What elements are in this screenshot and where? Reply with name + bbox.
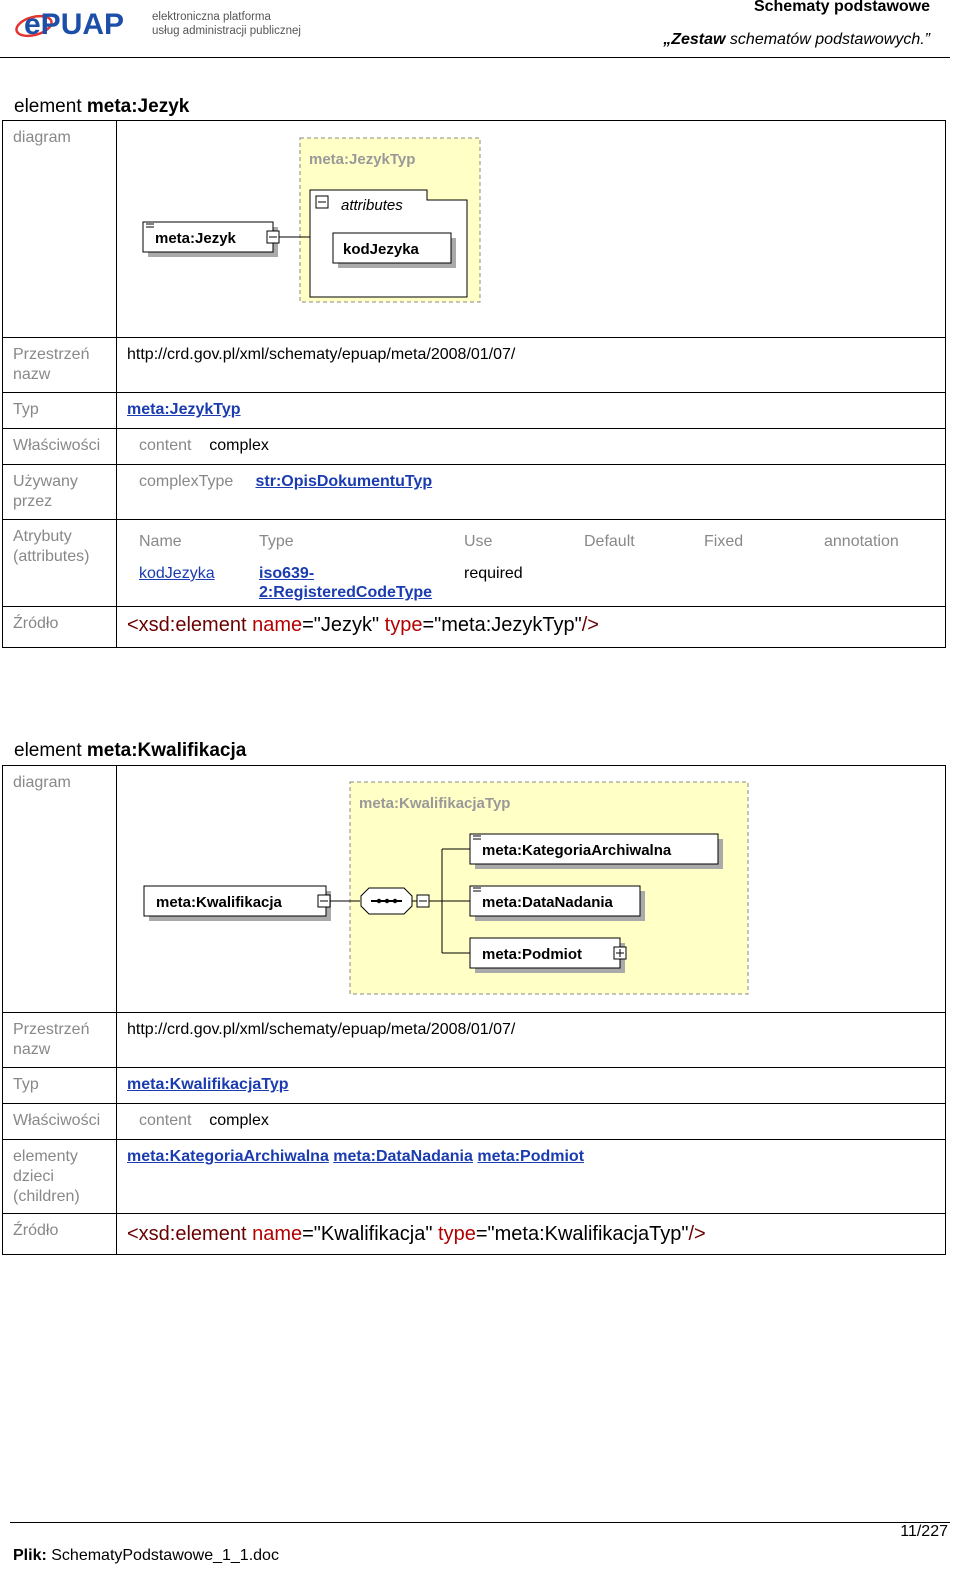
diagram-attr-item: kodJezyka	[343, 241, 419, 258]
props-key: content	[139, 1112, 192, 1129]
attr-header-type: Type	[259, 533, 294, 550]
namespace-value: http://crd.gov.pl/xml/schematy/epuap/meta/2008/01/07/	[117, 1013, 946, 1068]
footer-file: Plik: SchematyPodstawowe_1_1.doc	[13, 1547, 279, 1564]
label-attributes: Atrybuty (attributes)	[3, 520, 117, 607]
props-value: complex	[209, 1112, 269, 1129]
child-link-kategoria[interactable]: meta:KategoriaArchiwalna	[127, 1148, 329, 1165]
attr-header-fixed: Fixed	[704, 533, 744, 550]
source-code: <xsd:element name="Kwalifikacja" type="meta:KwalifikacjaTyp"/>	[117, 1214, 946, 1255]
type-link[interactable]: meta:JezykTyp	[127, 401, 241, 418]
element-table-jezyk	[2, 120, 946, 648]
label-properties: Właściwości	[3, 1104, 117, 1140]
diagram-cell	[117, 766, 946, 1013]
schema-diagram-jezyk	[117, 121, 945, 337]
document-subtitle: „Zestaw schematów podstawowych.”	[663, 31, 930, 48]
svg-text:ePUAP: ePUAP	[24, 8, 125, 41]
footer-divider	[10, 1522, 950, 1523]
attr-use-value: required	[464, 565, 523, 582]
label-diagram: diagram	[3, 766, 117, 1013]
page-header	[0, 0, 960, 60]
section-title-kwalifikacja: element meta:Kwalifikacja	[14, 740, 247, 761]
attr-header-use: Use	[464, 533, 493, 550]
document-title: Schematy podstawowe	[753, 0, 930, 15]
header-divider	[0, 57, 950, 58]
props-key: content	[139, 437, 192, 454]
child-link-datanadania[interactable]: meta:DataNadania	[333, 1148, 473, 1165]
svg-text:usług administracji publicznej: usług administracji publicznej	[152, 25, 301, 37]
diagram-element-label: meta:Kwalifikacja	[156, 894, 282, 911]
diagram-child-1: meta:KategoriaArchiwalna	[482, 842, 672, 859]
label-namespace: Przestrzeń nazw	[3, 338, 117, 393]
schema-diagram-kwalifikacja	[117, 766, 945, 1012]
diagram-child-3: meta:Podmiot	[482, 946, 583, 963]
diagram-cell	[117, 121, 946, 338]
child-link-podmiot[interactable]: meta:Podmiot	[477, 1148, 585, 1165]
diagram-type-label: meta:KwalifikacjaTyp	[359, 795, 511, 812]
attr-type-link[interactable]: iso639- 2:RegisteredCodeType	[259, 565, 433, 601]
props-value: complex	[209, 437, 269, 454]
label-children: elementy dzieci (children)	[3, 1140, 117, 1214]
attr-header-name: Name	[139, 533, 182, 550]
attr-header-annotation: annotation	[824, 533, 899, 550]
attr-header-default: Default	[584, 533, 635, 550]
used-key: complexType	[139, 473, 234, 490]
epuap-logo	[12, 4, 312, 44]
source-code: <xsd:element name="Jezyk" type="meta:JezykTyp"/>	[117, 607, 946, 648]
label-namespace: Przestrzeń nazw	[3, 1013, 117, 1068]
svg-text:elektroniczna platforma: elektroniczna platforma	[152, 11, 271, 23]
type-link[interactable]: meta:KwalifikacjaTyp	[127, 1076, 289, 1093]
label-properties: Właściwości	[3, 429, 117, 465]
diagram-attributes-label: attributes	[341, 197, 403, 214]
diagram-type-label: meta:JezykTyp	[309, 151, 416, 168]
label-source: Źródło	[3, 607, 117, 648]
attributes-table	[139, 530, 935, 602]
label-type: Typ	[3, 393, 117, 429]
namespace-value: http://crd.gov.pl/xml/schematy/epuap/meta/2008/01/07/	[117, 338, 946, 393]
element-table-kwalifikacja	[2, 765, 946, 1255]
label-used-by: Używany przez	[3, 465, 117, 520]
label-source: Źródło	[3, 1214, 117, 1255]
page-number: 11/227	[900, 1523, 948, 1540]
attr-name-link[interactable]: kodJezyka	[139, 565, 215, 582]
section-title-jezyk: element meta:Jezyk	[14, 96, 190, 117]
diagram-child-2: meta:DataNadania	[482, 894, 613, 911]
used-by-link[interactable]: str:OpisDokumentuTyp	[255, 473, 433, 490]
diagram-element-label: meta:Jezyk	[155, 230, 236, 247]
label-diagram: diagram	[3, 121, 117, 338]
label-type: Typ	[3, 1068, 117, 1104]
